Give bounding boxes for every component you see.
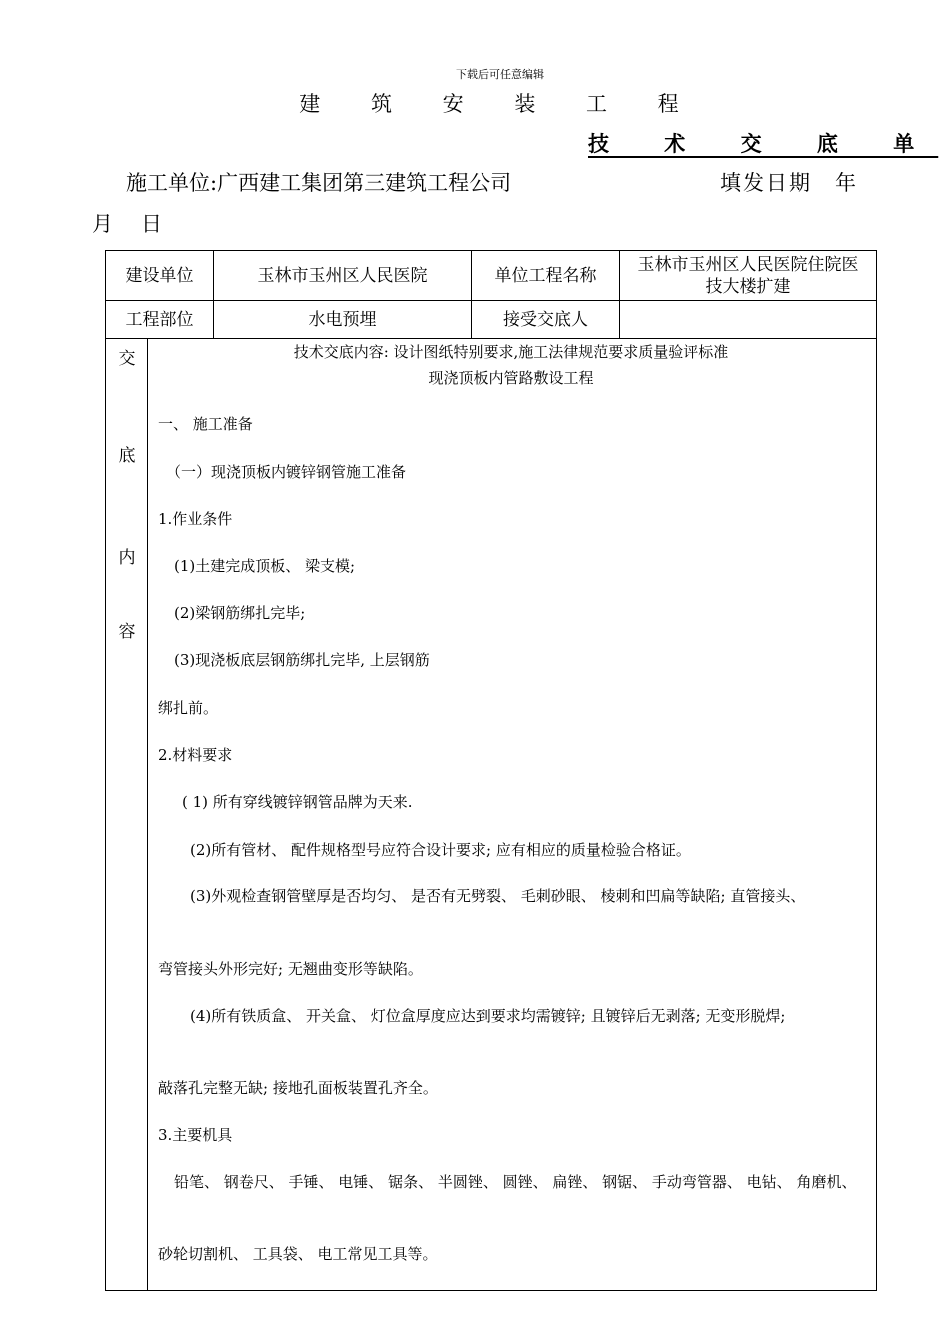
construction-unit: 施工单位:广西建工集团第三建筑工程公司 — [126, 171, 512, 195]
day-label: 日 — [141, 212, 162, 236]
content-line: 2.材料要求 — [158, 746, 233, 764]
label-construction-owner: 建设单位 — [106, 251, 214, 301]
side-label-char: 底 — [118, 446, 136, 466]
side-label-char: 交 — [118, 349, 136, 369]
content-line: 弯管接头外形完好; 无翘曲变形等缺陷。 — [158, 960, 423, 978]
content-line: 3.主要机具 — [158, 1126, 233, 1144]
content-heading: 技术交底内容: 设计图纸特别要求,施工法律规范要求质量验评标准 — [293, 343, 729, 361]
content-line: (3)外观检查钢管壁厚是否均匀、 是否有无劈裂、 毛刺砂眼、 棱刺和凹扁等缺陷; 直管接头、 — [190, 887, 806, 905]
side-label-char: 容 — [118, 622, 136, 642]
content-line: 绑扎前。 — [158, 699, 219, 717]
content-line: 一、 施工准备 — [158, 415, 253, 433]
content-subheading: 现浇顶板内管路敷设工程 — [428, 369, 594, 387]
side-label-char: 内 — [118, 548, 136, 568]
issue-date-label: 填发日期 年 — [720, 171, 858, 195]
content-line: 敲落孔完整无缺; 接地孔面板装置孔齐全。 — [158, 1079, 438, 1097]
content-line: (1)土建完成顶板、 梁支模; — [174, 557, 356, 575]
content-line: 1.作业条件 — [158, 510, 233, 528]
top-note: 下载后可任意编辑 — [456, 68, 544, 81]
label-project-name: 单位工程名称 — [472, 251, 620, 301]
content-line: 铅笔、 钢卷尺、 手锤、 电锤、 锯条、 半圆锉、 圆锉、 扁锉、 钢锯、 手动弯管器、 电钻、 角磨机、 — [174, 1173, 857, 1191]
content-line: (3)现浇板底层钢筋绑扎完毕, 上层钢筋 — [174, 651, 430, 669]
value-project-section: 水电预埋 — [214, 301, 472, 339]
month-label: 月 — [92, 212, 113, 236]
document-subtitle: 技 术 交 底 单 — [588, 131, 939, 156]
document-title: 建 筑 安 装 工 程 — [299, 92, 701, 116]
side-label-cell — [106, 339, 148, 1290]
value-project-name: 玉林市玉州区人民医院住院医技大楼扩建 — [620, 251, 876, 301]
issue-date-continued — [92, 208, 190, 238]
label-recipient: 接受交底人 — [472, 301, 620, 339]
content-line: 砂轮切割机、 工具袋、 电工常见工具等。 — [158, 1245, 438, 1263]
content-line: (4)所有铁质盒、 开关盒、 灯位盒厚度应达到要求均需镀锌; 且镀锌后无剥落; 无变形脱焊; — [190, 1007, 786, 1025]
content-line: (2)梁钢筋绑扎完毕; — [174, 604, 306, 622]
label-project-section: 工程部位 — [106, 301, 214, 339]
value-construction-owner: 玉林市玉州区人民医院 — [214, 251, 472, 301]
content-line: ( 1) 所有穿线镀锌钢管品牌为天来. — [182, 793, 413, 811]
value-recipient — [620, 301, 876, 339]
content-line: （一）现浇顶板内镀锌钢管施工准备 — [166, 463, 407, 481]
content-line: (2)所有管材、 配件规格型号应符合设计要求; 应有相应的质量检验合格证。 — [190, 841, 691, 859]
